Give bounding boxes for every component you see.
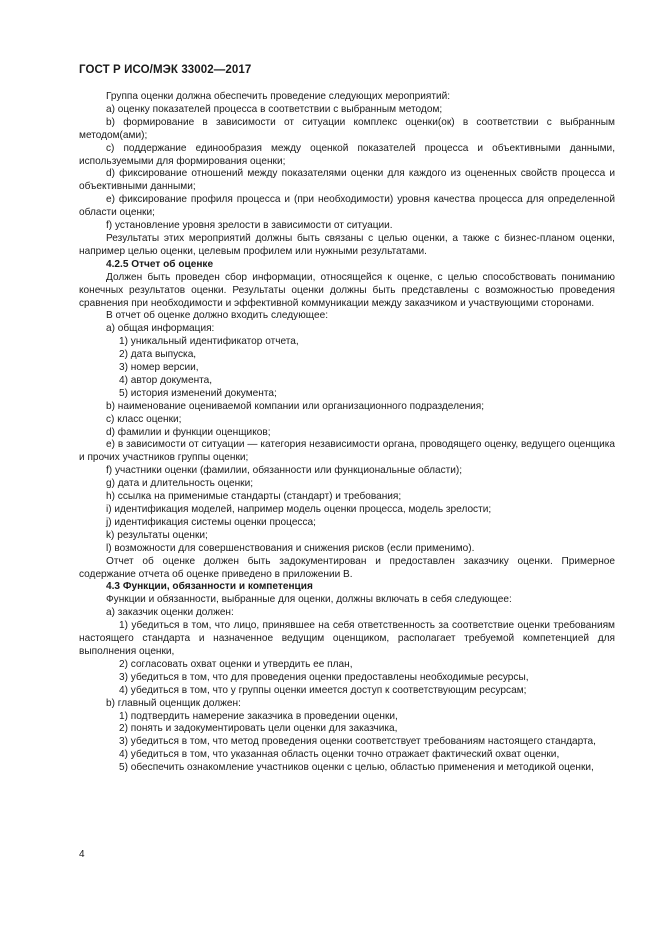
paragraph: l) возможности для совершенствования и снижения рисков (если применимо).: [106, 542, 475, 554]
paragraph: b) главный оценщик должен:: [106, 697, 241, 709]
paragraph: 4) автор документа,: [119, 374, 213, 386]
paragraph: c) поддержание единообразия между оценкой показателей процесса и объективными данными, используемыми для формирования оценки;: [79, 142, 615, 167]
paragraph: 5) обеспечить ознакомление участников оценки с целью, областью применения и методикой оценки,: [119, 762, 594, 774]
paragraph: 2) дата выпуска,: [119, 349, 197, 361]
paragraph: Функции и обязанности, выбранные для оценки, должны включать в себя следующее:: [106, 594, 512, 606]
paragraph: f) участники оценки (фамилии, обязанности или функциональные области);: [106, 465, 463, 477]
paragraph: 2) согласовать охват оценки и утвердить ее план,: [119, 658, 353, 670]
paragraph: 3) номер версии,: [119, 362, 199, 374]
paragraph: i) идентификация моделей, например модель оценки процесса, модель зрелости;: [106, 504, 492, 515]
paragraph: 1) убедиться в том, что лицо, принявшее на себя ответственность за соответствие оценки требованиям настоящего стандарта и назначенное ведущим оценщиком, располагает требуемой компетенцией для выполнения оценки,: [79, 620, 615, 657]
paragraph: 3) убедиться в том, что метод проведения оценки соответствует требованиям настоящего стандарта,: [119, 736, 596, 748]
section-heading: 4.3 Функции, обязанности и компетенция: [106, 581, 313, 593]
page-number: 4: [79, 849, 85, 860]
paragraph: Отчет об оценке должен быть задокументирован и предоставлен заказчику оценки. Примерное содержание отчета об оценке приведено в приложении В.: [79, 555, 615, 580]
paragraph: h) ссылка на применимые стандарты (стандарт) и требования;: [106, 491, 402, 503]
paragraph: 4) убедиться в том, что у группы оценки имеется доступ к соответствующим ресурсам;: [119, 684, 527, 696]
paragraph: 4) убедиться в том, что указанная область оценки точно отражает фактический охват оценки,: [119, 749, 560, 761]
paragraph: k) результаты оценки;: [106, 529, 208, 541]
paragraph: a) общая информация:: [106, 323, 215, 335]
paragraph: d) фиксирование отношений между показателями оценки для каждого из оцененных свойств процесса и объективными данными;: [79, 168, 615, 193]
paragraph: В отчет об оценке должно входить следующее:: [106, 310, 329, 322]
paragraph: 2) понять и задокументировать цели оценки для заказчика,: [119, 723, 398, 735]
paragraph: j) идентификация системы оценки процесса;: [106, 516, 316, 528]
paragraph: Должен быть проведен сбор информации, относящейся к оценке, с целью способствовать пониманию конечных результатов оценки. Результаты оценки должны быть представлены с возможностью проведения сравнения при необходимости и эффективной коммуникации между заказчиком и участвующими сторонами.: [79, 271, 615, 309]
paragraph: a) оценку показателей процесса в соответствии с выбранным методом;: [106, 103, 443, 115]
paragraph: b) наименование оцениваемой компании или организационного подразделения;: [106, 400, 485, 412]
paragraph: g) дата и длительность оценки;: [106, 478, 254, 490]
paragraph: 5) история изменений документа;: [119, 387, 277, 399]
paragraph: 1) уникальный идентификатор отчета,: [119, 336, 299, 348]
paragraph: e) в зависимости от ситуации — категория независимости органа, проводящего оценку, ведущего оценщика и прочих участников группы оценки;: [79, 439, 615, 464]
paragraph: c) класс оценки;: [106, 413, 182, 425]
document-header: ГОСТ Р ИСО/МЭК 33002—2017: [79, 64, 252, 76]
paragraph: e) фиксирование профиля процесса и (при необходимости) уровня качества процесса для определенной области оценки;: [79, 194, 615, 219]
paragraph: 1) подтвердить намерение заказчика в проведении оценки,: [119, 710, 398, 722]
paragraph: Результаты этих мероприятий должны быть связаны с целью оценки, а также с бизнес-планом оценки, например целью оценки, целевым профилем или нужными результатами.: [79, 232, 615, 257]
paragraph: d) фамилии и функции оценщиков;: [106, 426, 271, 438]
paragraph: b) формирование в зависимости от ситуации комплекс оценки(ок) в соответствии с выбранным методом(ами);: [79, 116, 615, 141]
paragraph: 3) убедиться в том, что для проведения оценки предоставлены необходимые ресурсы,: [119, 671, 529, 683]
paragraph: f) установление уровня зрелости в зависимости от ситуации.: [106, 220, 393, 232]
paragraph: Группа оценки должна обеспечить проведение следующих мероприятий:: [106, 91, 451, 102]
document-body: [79, 91, 615, 775]
section-heading: 4.2.5 Отчет об оценке: [106, 258, 214, 270]
paragraph: a) заказчик оценки должен:: [106, 607, 234, 619]
